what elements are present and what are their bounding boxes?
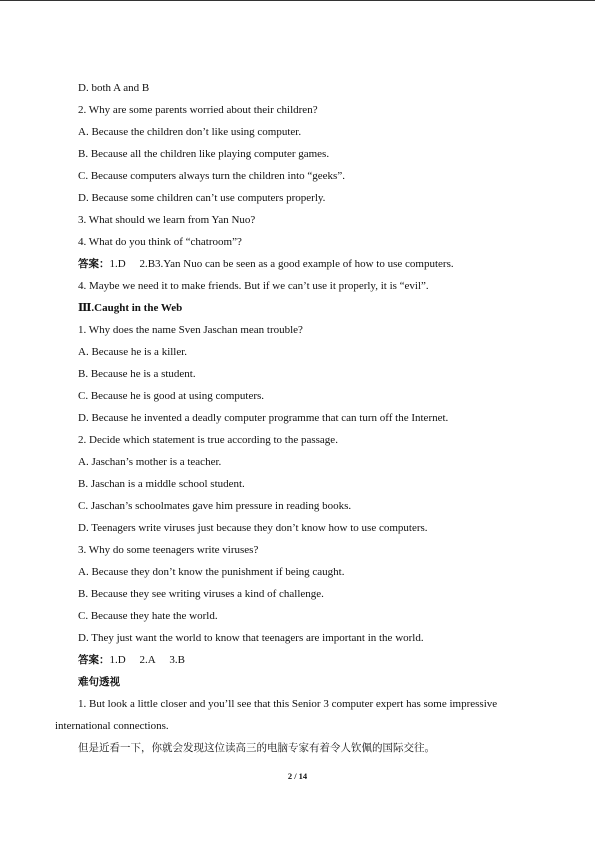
header-rule xyxy=(0,0,595,1)
option-line: A. Jaschan’s mother is a teacher. xyxy=(78,456,222,468)
option-line: C. Because computers always turn the children into “geeks”. xyxy=(78,170,345,182)
option-line: D. both A and B xyxy=(78,82,150,94)
option-line: A. Because he is a killer. xyxy=(78,346,188,358)
option-line: C. Because they hate the world. xyxy=(78,610,218,622)
option-line: D. They just want the world to know that teenagers are important in the world. xyxy=(78,632,424,644)
option-line: A. Because they don’t know the punishment if being caught. xyxy=(78,566,345,578)
option-line: B. Because they see writing viruses a kind of challenge. xyxy=(78,588,324,600)
difficult-sentences-title: 难句透视 xyxy=(78,676,120,688)
question-line: 2. Decide which statement is true according to the passage. xyxy=(78,434,338,446)
answer-text: 1.D 2.B3.Yan Nuo can be seen as a good example of how to use computers. xyxy=(109,258,454,270)
question-line: 1. Why does the name Sven Jaschan mean trouble? xyxy=(78,324,303,336)
section-title: Ⅲ.Caught in the Web xyxy=(78,302,183,314)
answer-line xyxy=(78,653,185,667)
answer-label: 答案： xyxy=(78,654,110,666)
option-line: D. Because he invented a deadly computer programme that can turn off the Internet. xyxy=(78,412,449,424)
question-line: 2. Why are some parents worried about their children? xyxy=(78,104,318,116)
sentence-english-cont: international connections. xyxy=(55,720,169,732)
option-line: C. Because he is good at using computers. xyxy=(78,390,265,402)
option-line: A. Because the children don’t like using computer. xyxy=(78,126,302,138)
sentence-chinese: 但是近看一下，你就会发现这位读高三的电脑专家有着令人钦佩的国际交往。 xyxy=(78,742,435,754)
answer-text: 1.D 2.A 3.B xyxy=(109,654,185,666)
option-line: B. Because he is a student. xyxy=(78,368,196,380)
question-line: 4. What do you think of “chatroom”? xyxy=(78,236,242,248)
option-line: D. Teenagers write viruses just because they don’t know how to use computers. xyxy=(78,522,428,534)
answer-continuation: 4. Maybe we need it to make friends. But if we can’t use it properly, it is “evil”. xyxy=(78,280,429,292)
option-line: C. Jaschan’s schoolmates gave him pressure in reading books. xyxy=(78,500,352,512)
question-line: 3. Why do some teenagers write viruses? xyxy=(78,544,259,556)
answer-line xyxy=(78,257,454,271)
page-number: 2 / 14 xyxy=(287,771,308,781)
sentence-english: 1. But look a little closer and you’ll see that this Senior 3 computer expert has some impressive xyxy=(78,698,498,710)
answer-label: 答案： xyxy=(78,258,110,270)
option-line: B. Because all the children like playing computer games. xyxy=(78,148,330,160)
question-line: 3. What should we learn from Yan Nuo? xyxy=(78,214,256,226)
option-line: B. Jaschan is a middle school student. xyxy=(78,478,245,490)
option-line: D. Because some children can’t use computers properly. xyxy=(78,192,326,204)
